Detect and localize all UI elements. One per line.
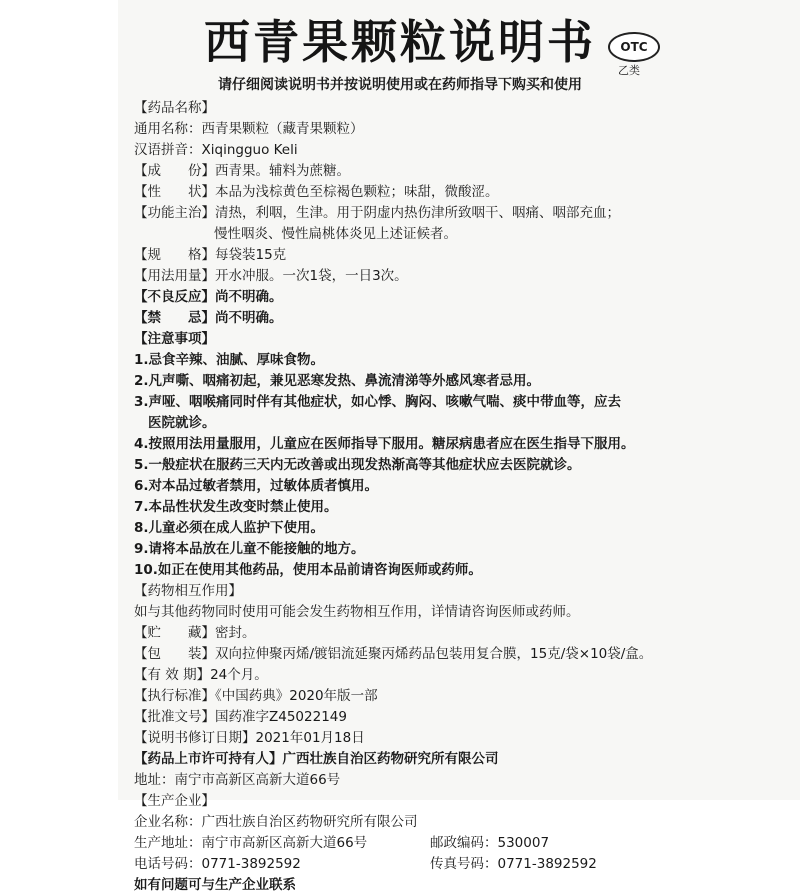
usage-dosage: 【用法用量】开水冲服。一次1袋，一日3次。 <box>134 268 408 284</box>
precaution-7: 7.本品性状发生改变时禁止使用。 <box>134 499 338 515</box>
interaction-heading: 【药物相互作用】 <box>134 583 242 599</box>
manufacturer-heading: 【生产企业】 <box>134 793 215 809</box>
precaution-6: 6.对本品过敏者禁用，过敏体质者慎用。 <box>134 478 379 494</box>
postcode: 邮政编码：530007 <box>430 835 550 851</box>
package: 【包 装】双向拉伸聚丙烯/镀铝流延聚丙烯药品包装用复合膜，15克/袋×10袋/盒。 <box>134 646 653 662</box>
leaflet-body <box>134 98 794 896</box>
precaution-1: 1.忌食辛辣、油腻、厚味食物。 <box>134 352 325 368</box>
left-margin <box>0 0 118 800</box>
precaution-4: 4.按照用法用量服用，儿童应在医师指导下服用。糖尿病患者应在医生指导下服用。 <box>134 436 635 452</box>
otc-badge: OTC <box>608 32 660 62</box>
precaution-8: 8.儿童必须在成人监护下使用。 <box>134 520 325 536</box>
phone: 电话号码：0771-3892592 <box>134 856 301 872</box>
precaution-9: 9.请将本品放在儿童不能接触的地方。 <box>134 541 365 557</box>
contraindications: 【禁 忌】尚不明确。 <box>134 310 283 326</box>
holder-address: 地址：南宁市高新区高新大道66号 <box>134 772 341 788</box>
standard: 【执行标准】《中国药典》2020年版一部 <box>134 688 378 704</box>
description: 【性 状】本品为浅棕黄色至棕褐色颗粒；味甜，微酸涩。 <box>134 184 499 200</box>
precaution-3b: 医院就诊。 <box>148 415 216 431</box>
fax: 传真号码：0771-3892592 <box>430 856 597 872</box>
precaution-10: 10.如正在使用其他药品，使用本品前请咨询医师或药师。 <box>134 562 482 578</box>
manufacturer-name: 企业名称：广西壮族自治区药物研究所有限公司 <box>134 814 418 830</box>
otc-class-label: 乙类 <box>618 64 640 77</box>
precaution-2: 2.凡声嘶、咽痛初起，兼见恶寒发热、鼻流清涕等外感风寒者忌用。 <box>134 373 541 389</box>
interaction-text: 如与其他药物同时使用可能会发生药物相互作用，详情请咨询医师或药师。 <box>134 604 580 620</box>
drug-name-heading: 【药品名称】 <box>134 100 215 116</box>
validity: 【有 效 期】24个月。 <box>134 667 268 683</box>
manufacturer-address: 生产地址：南宁市高新区高新大道66号 <box>134 835 368 851</box>
license-holder: 【药品上市许可持有人】广西壮族自治区药物研究所有限公司 <box>134 751 499 767</box>
precaution-3a: 3.声哑、咽喉痛同时伴有其他症状，如心悸、胸闷、咳嗽气喘、痰中带血等，应去 <box>134 394 622 410</box>
specification: 【规 格】每袋装15克 <box>134 247 287 263</box>
adverse-reactions: 【不良反应】尚不明确。 <box>134 289 283 305</box>
manufacturer-address-row <box>134 833 794 854</box>
document-title: 西青果颗粒说明书 <box>204 15 596 69</box>
storage: 【贮 藏】密封。 <box>134 625 256 641</box>
precautions-heading: 【注意事项】 <box>134 331 215 347</box>
usage-notice: 请仔细阅读说明书并按说明使用或在药师指导下购买和使用 <box>218 77 582 93</box>
pinyin-name: 汉语拼音：Xiqingguo Keli <box>134 142 298 158</box>
approval-number: 【批准文号】国药准字Z45022149 <box>134 709 347 725</box>
indication-line-1: 【功能主治】清热，利咽，生津。用于阴虚内热伤津所致咽干、咽痛、咽部充血； <box>134 205 620 221</box>
indication-line-2: 慢性咽炎、慢性扁桃体炎见上述证候者。 <box>214 226 457 242</box>
composition: 【成 份】西青果。辅料为蔗糖。 <box>134 163 350 179</box>
generic-name: 通用名称：西青果颗粒（藏青果颗粒） <box>134 121 364 137</box>
revision-date: 【说明书修订日期】2021年01月18日 <box>134 730 365 746</box>
phone-row <box>134 854 794 875</box>
contact-note: 如有问题可与生产企业联系 <box>134 877 296 893</box>
precaution-5: 5.一般症状在服药三天内无改善或出现发热渐高等其他症状应去医院就诊。 <box>134 457 581 473</box>
